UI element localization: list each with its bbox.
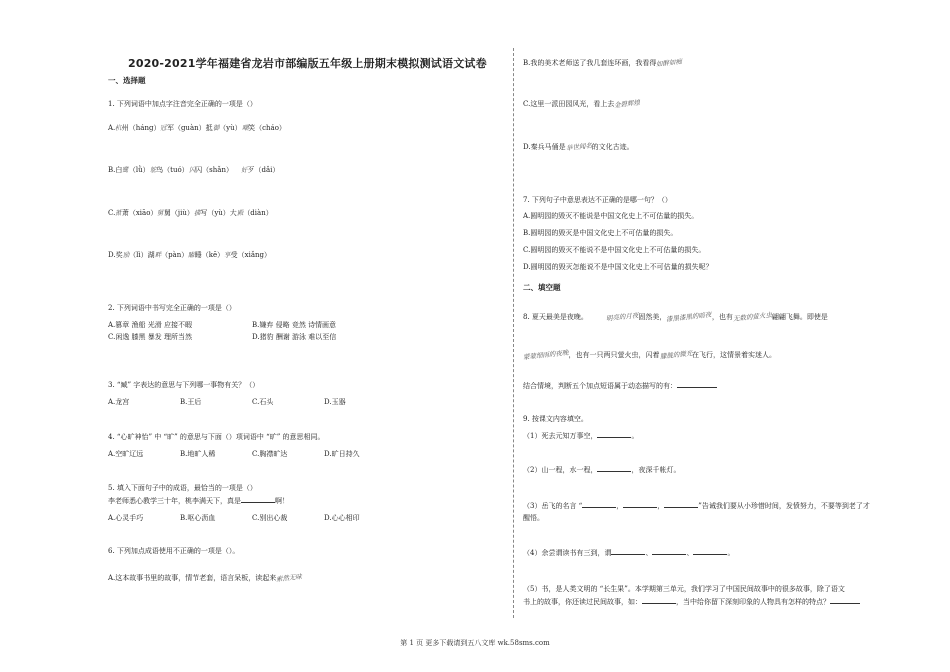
question-9-5-blank-1[interactable] [642, 603, 676, 604]
question-9-item-2: （2）山一程，水一程， ，夜深千帐灯。 [523, 466, 681, 474]
question-3-option-b: B.王后 [180, 398, 202, 406]
question-4-option-c: C.胸襟旷达 [252, 450, 288, 458]
column-divider [513, 48, 514, 618]
question-2-option-a: A.篡章 渔船 光滑 应接不暇 [108, 321, 192, 329]
question-6-option-b: B.我的美术老师送了我几套连环画，我看得如醉如痴 [523, 57, 683, 69]
question-2-option-d: D.猪豹 酬谢 游泳 难以至信 [252, 333, 337, 341]
question-9-3-blank-3[interactable] [664, 507, 698, 508]
exam-title: 2020-2021学年福建省龙岩市部编版五年级上册期末模拟测试语文试卷 [128, 57, 487, 70]
question-8-question: 结合情境，判断五个加点短语属于动态描写的有： [523, 382, 717, 391]
question-9-4-blank-3[interactable] [693, 554, 727, 555]
question-9-stem: 9. 按课文内容填空。 [523, 415, 588, 423]
question-5-option-c: C.别出心裁 [252, 514, 288, 522]
question-1-option-d: D.奖励（lì）湖畔（pàn）瞌睡（kē）享受（xiǎng） [108, 250, 271, 260]
question-7-option-c: C.圆明园的毁灭不能说不是中国文化史上不可估量的损失。 [523, 246, 706, 254]
question-9-4-blank-1[interactable] [611, 554, 645, 555]
question-5-option-d: D.心心相印 [324, 514, 360, 522]
question-6-option-a: A.这本故事书里的故事，情节老套，语言呆板，读起来索然无味 [108, 572, 303, 584]
question-4-stem: 4. “心旷神怡” 中 “旷” 的意思与下面（）项词语中 “旷” 的意思相同。 [108, 433, 325, 441]
question-9-5-blank-2[interactable] [830, 603, 860, 604]
question-9-item-3: （3）岳飞的名言 “ ， ， ”告诫我们要从小珍惜时间，发愤努力，不要等到老了才 [523, 502, 870, 510]
question-5-option-b: B.呕心沥血 [180, 514, 216, 522]
question-9-item-1: （1）死去元知万事空， 。 [523, 432, 639, 440]
question-9-item-4: （4）余尝谓读书有三到，谓 、 、 。 [523, 549, 735, 557]
question-7-option-a: A.圆明园的毁灭不能说是中国文化史上不可估量的损失。 [523, 212, 699, 220]
question-5-sentence: 李老师悉心教学三十年，桃李满天下，真是 啊！ [108, 497, 289, 505]
question-4-option-d: D.旷日持久 [324, 450, 360, 458]
question-9-2-blank[interactable] [597, 471, 631, 472]
question-8-line-2: 蒙蒙细雨的夜晚，也有一只两只萤火虫，闪着朦胧的微光在飞行，这情景着实迷人。 [522, 348, 776, 362]
question-2-option-b: B.嫌弃 侵略 竞然 诗情画意 [252, 321, 337, 329]
question-9-1-blank[interactable] [597, 437, 631, 438]
question-9-3-blank-1[interactable] [582, 507, 616, 508]
question-5-blank[interactable] [241, 502, 275, 503]
question-8-line-1: 8. 夏天最美是夜晚。 明亮的月夜固然美，漆黑漆黑的暗夜，也有无数的萤火虫翩翩飞舞。即使是 [523, 310, 828, 324]
question-3-stem: 3. “臧” 字表达的意思与下列哪一事物有关？（） [108, 381, 260, 389]
question-3-option-a: A.龙宫 [108, 398, 130, 406]
question-7-stem: 7. 下列句子中意思表达不正确的是哪一句？（） [523, 196, 672, 204]
question-5-option-a: A.心灵手巧 [108, 514, 144, 522]
question-4-option-b: B.地旷人稀 [180, 450, 216, 458]
question-3-option-d: D.玉器 [324, 398, 346, 406]
question-6-stem: 6. 下列加点成语使用不正确的一项是（）。 [108, 547, 240, 555]
question-9-4-blank-2[interactable] [652, 554, 686, 555]
page-footer: 第 1 页 更多下载请到五八文库 wk.58sms.com [400, 639, 550, 647]
question-7-option-d: D.圆明园的毁灭怎能说不是中国文化史上不可估量的损失呢？ [523, 263, 713, 271]
question-8-blank[interactable] [677, 387, 717, 388]
question-1-option-a: A.杭州（háng）冠军（guàn）抵御（yù）嘲笑（cháo） [108, 123, 286, 133]
question-9-3-blank-2[interactable] [623, 507, 657, 508]
question-3-option-c: C.石头 [252, 398, 274, 406]
question-2-stem: 2. 下列词语中书写完全正确的一项是（） [108, 304, 236, 312]
question-5-stem: 5. 填入下面句子中的成语，最恰当的一项是（） [108, 484, 257, 492]
question-9-item-5-cont: 书上的故事，你还读过民间故事，如： ，当中给你留下深刻印象的人物具有怎样的特点？ [523, 598, 860, 607]
question-1-stem: 1. 下列词语中加点字注音完全正确的一项是（） [108, 100, 257, 108]
question-4-option-a: A.空旷辽远 [108, 450, 144, 458]
question-9-item-3-cont: 醒悟。 [523, 514, 544, 522]
question-1-option-c: C.萧萧（xiāo）舅舅（jiù）描写（yù）大殿（diàn） [108, 208, 273, 218]
question-7-option-b: B.圆明园的毁灭是中国文化史上不可估量的损失。 [523, 229, 678, 237]
section-heading-choice: 一、选择题 [108, 76, 146, 85]
question-6-option-d: D.秦兵马俑是举世闻名的文化古迹。 [523, 141, 634, 153]
section-heading-fill: 二、填空题 [523, 283, 561, 292]
question-6-option-c: C.这里一派田园风光，看上去金碧辉煌 [523, 98, 641, 110]
question-1-option-b: B.白鹭（lǜ）鸵鸟（tuó）闪闪（shǎn） 好歹（dǎi） [108, 165, 280, 175]
question-2-option-c: C.闲逸 膝黑 暴发 理所当然 [108, 333, 193, 341]
question-9-item-5: （5）书，是人类文明的 “长生果”。本学期第三单元，我们学习了中国民间故事中的很多故事，除了语文 [523, 585, 845, 593]
